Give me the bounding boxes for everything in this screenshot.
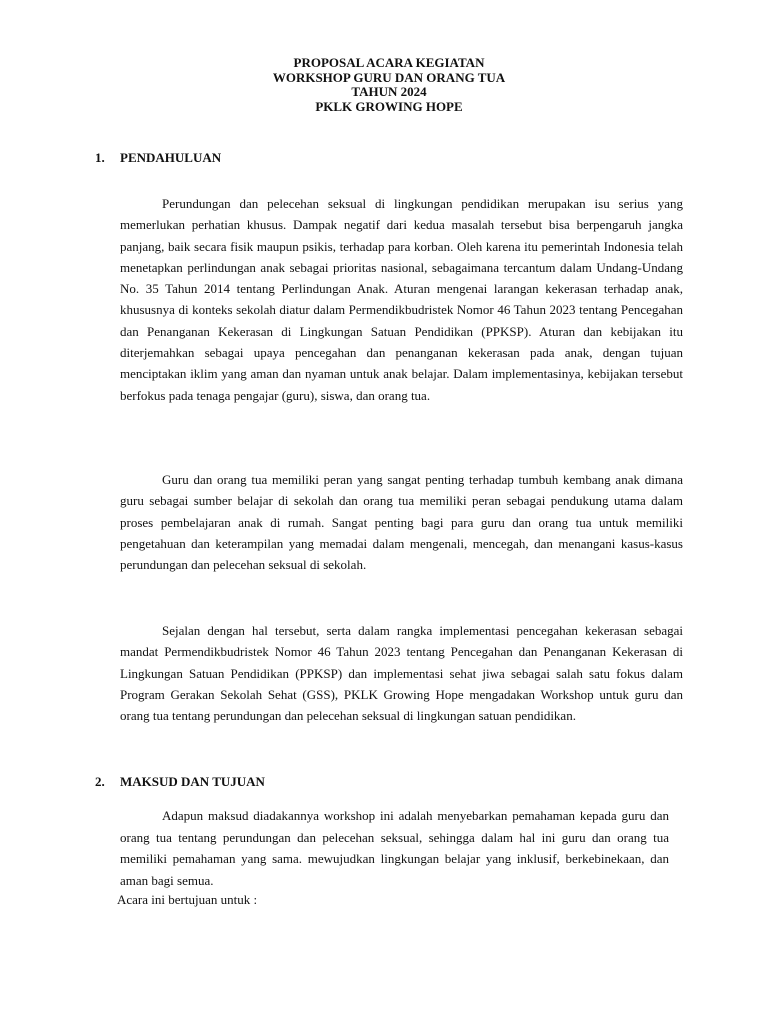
section-heading-pendahuluan: [95, 150, 221, 166]
section-heading-maksud-tujuan: [95, 774, 265, 790]
title-line: PROPOSAL ACARA KEGIATAN: [293, 55, 485, 70]
section-number: 1.: [95, 150, 105, 165]
section-title: MAKSUD DAN TUJUAN: [120, 774, 265, 789]
section-number: 2.: [95, 774, 105, 789]
paragraph: Guru dan orang tua memiliki peran yang sangat penting terhadap tumbuh kembang anak dimana guru sebagai sumber belajar di sekolah dan orang tua memiliki peran sebagai pendukung utama dalam proses pembelajaran anak di rumah. Sangat penting bagi para guru dan orang tua untuk memiliki pengetahuan dan keterampilan yang memadai dalam mengenali, mencegah, dan menangani kasus-kasus perundungan dan pelecehan seksual di sekolah.: [120, 472, 683, 573]
paragraph: Sejalan dengan hal tersebut, serta dalam rangka implementasi pencegahan kekerasan sebagai mandat Permendikbudristek Nomor 46 Tahun 2023 tentang Pencegahan dan Penanganan Kekerasan di Lingkungan Satuan Pendidikan (PPKSP) dan implementasi sehat jiwa sebagai salah satu fokus dalam Program Gerakan Sekolah Sehat (GSS), PKLK Growing Hope mengadakan Workshop untuk guru dan orang tua tentang perundungan dan pelecehan seksual di lingkungan satuan pendidikan.: [120, 623, 683, 724]
document-title: [0, 56, 768, 114]
title-line: PKLK GROWING HOPE: [315, 98, 463, 114]
paragraph: Adapun maksud diadakannya workshop ini adalah menyebarkan pemahaman kepada guru dan orang tua tentang perundungan dan pelecehan seksual, sehingga dalam hal ini guru dan orang tua memiliki pemahaman yang sama. mewujudkan lingkungan belajar yang inklusif, berkebinekaan, dan aman bagi semua.: [120, 808, 669, 888]
section-title: PENDAHULUAN: [120, 150, 222, 165]
title-line: WORKSHOP GURU DAN ORANG TUA: [272, 69, 506, 85]
closing-line: Acara ini bertujuan untuk :: [117, 892, 258, 907]
paragraph: Perundungan dan pelecehan seksual di lingkungan pendidikan merupakan isu serius yang memerlukan perhatian khusus. Dampak negatif dari kedua masalah tersebut bisa berpengaruh jangka panjang, baik secara fisik maupun psikis, terhadap para korban. Oleh karena itu pemerintah Indonesia telah menetapkan perlindungan anak sebagai prioritas nasional, sebagaimana tercantum dalam Undang-Undang No. 35 Tahun 2014 tentang Perlindungan Anak. Aturan mengenai larangan kekerasan terhadap anak, khususnya di konteks sekolah diatur dalam Permendikbudristek Nomor 46 Tahun 2023 tentang Pencegahan dan Penanganan Kekerasan di Lingkungan Satuan Pendidikan (PPKSP). Aturan dan kebijakan itu diterjemahkan sebagai upaya pencegahan dan penanganan kekerasan pada anak, dengan tujuan menciptakan iklim yang aman dan nyaman untuk anak belajar. Dalam implementasinya, kebijakan tersebut berfokus pada tenaga pengajar (guru), siswa, dan orang tua.: [120, 196, 683, 403]
title-line: TAHUN 2024: [351, 84, 427, 99]
